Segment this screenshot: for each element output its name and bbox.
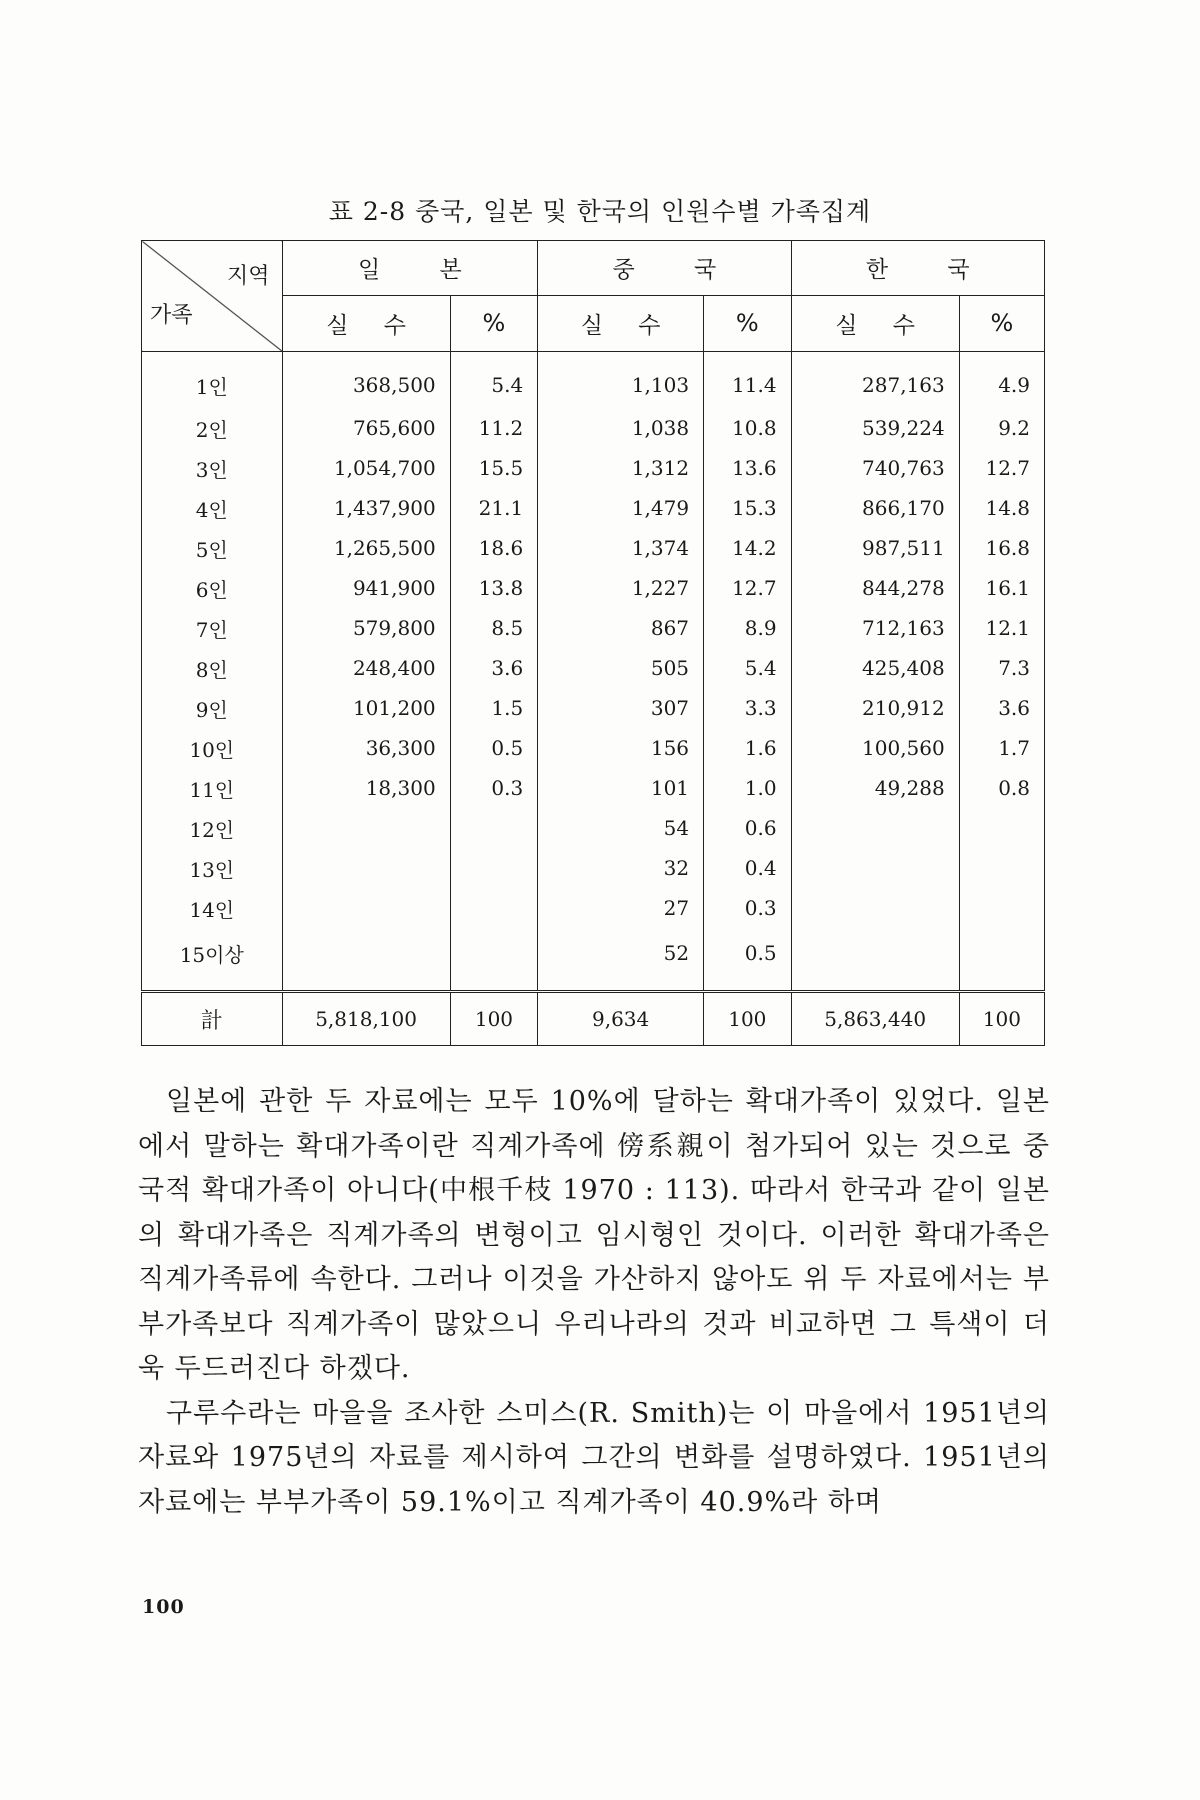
total-japan-count: 5,818,100 [282,992,450,1046]
cell-japan-count: 579,800 [282,608,450,648]
corner-region-label: 지역 [227,264,270,289]
table-row [142,648,1045,688]
cell-china-percent: 0.3 [704,888,792,928]
row-label: 7인 [142,608,283,648]
table-row [142,568,1045,608]
row-label: 3인 [142,448,283,488]
cell-korea-count: 866,170 [791,488,959,528]
cell-japan-percent [450,808,538,848]
cell-japan-percent: 0.3 [450,768,538,808]
cell-japan-count [282,848,450,888]
table-row [142,528,1045,568]
cell-japan-count: 1,054,700 [282,448,450,488]
region-header-japan: 일 본 [282,241,538,296]
cell-korea-count [791,808,959,848]
cell-china-percent: 12.7 [704,568,792,608]
cell-korea-percent: 16.1 [959,568,1044,608]
cell-japan-count: 1,437,900 [282,488,450,528]
subheader-count: 실 수 [282,295,450,351]
row-label: 9인 [142,688,283,728]
cell-china-count: 1,312 [538,448,704,488]
row-label: 11인 [142,768,283,808]
cell-korea-percent: 3.6 [959,688,1044,728]
table-row [142,352,1045,409]
cell-korea-count [791,848,959,888]
cell-korea-count: 539,224 [791,408,959,448]
cell-japan-percent: 0.5 [450,728,538,768]
table-title: 표 2-8 중국, 일본 및 한국의 인원수별 가족집계 [328,197,872,226]
family-size-table-container [141,240,1045,1046]
cell-korea-percent [959,888,1044,928]
cell-japan-percent [450,928,538,992]
corner-family-label: 가족 [150,303,193,328]
cell-japan-percent [450,848,538,888]
row-label: 8인 [142,648,283,688]
cell-china-count: 52 [538,928,704,992]
cell-korea-count: 287,163 [791,352,959,409]
table-row [142,928,1045,992]
cell-korea-count: 100,560 [791,728,959,768]
cell-japan-percent: 18.6 [450,528,538,568]
cell-china-percent: 13.6 [704,448,792,488]
row-label: 2인 [142,408,283,448]
row-label: 5인 [142,528,283,568]
body-text [138,1080,1050,1525]
row-label: 15이상 [142,928,283,992]
cell-japan-percent: 11.2 [450,408,538,448]
cell-korea-count: 740,763 [791,448,959,488]
cell-korea-percent: 1.7 [959,728,1044,768]
cell-china-count: 101 [538,768,704,808]
cell-japan-percent: 8.5 [450,608,538,648]
cell-korea-count: 49,288 [791,768,959,808]
table-row [142,848,1045,888]
cell-korea-percent: 12.1 [959,608,1044,648]
cell-china-count: 32 [538,848,704,888]
row-label: 6인 [142,568,283,608]
cell-korea-percent [959,848,1044,888]
cell-japan-count: 765,600 [282,408,450,448]
cell-china-percent: 14.2 [704,528,792,568]
row-label: 13인 [142,848,283,888]
cell-japan-percent: 3.6 [450,648,538,688]
cell-japan-count: 18,300 [282,768,450,808]
cell-japan-count: 368,500 [282,352,450,409]
cell-korea-percent: 4.9 [959,352,1044,409]
cell-japan-count [282,888,450,928]
total-korea-percent: 100 [959,992,1044,1046]
cell-china-percent: 0.6 [704,808,792,848]
cell-japan-percent: 15.5 [450,448,538,488]
table-row [142,888,1045,928]
table-row [142,688,1045,728]
cell-china-percent: 15.3 [704,488,792,528]
cell-china-count: 1,227 [538,568,704,608]
cell-japan-percent [450,888,538,928]
cell-korea-percent: 0.8 [959,768,1044,808]
cell-china-percent: 1.0 [704,768,792,808]
total-china-count: 9,634 [538,992,704,1046]
cell-china-count: 1,374 [538,528,704,568]
total-japan-percent: 100 [450,992,538,1046]
cell-china-count: 307 [538,688,704,728]
cell-china-percent: 0.4 [704,848,792,888]
cell-china-count: 1,038 [538,408,704,448]
cell-korea-percent [959,808,1044,848]
cell-korea-percent: 9.2 [959,408,1044,448]
cell-korea-percent: 14.8 [959,488,1044,528]
table-row [142,608,1045,648]
cell-japan-count [282,808,450,848]
cell-japan-percent: 1.5 [450,688,538,728]
cell-japan-count: 1,265,500 [282,528,450,568]
cell-china-count: 156 [538,728,704,768]
family-size-table [141,240,1045,1046]
cell-japan-count: 36,300 [282,728,450,768]
cell-korea-percent: 12.7 [959,448,1044,488]
row-label: 14인 [142,888,283,928]
cell-china-percent: 0.5 [704,928,792,992]
cell-japan-percent: 5.4 [450,352,538,409]
cell-china-count: 27 [538,888,704,928]
cell-china-count: 54 [538,808,704,848]
cell-korea-count: 425,408 [791,648,959,688]
cell-korea-count: 210,912 [791,688,959,728]
subheader-percent: % [704,295,792,351]
table-total [142,992,1045,1046]
paragraph: 일본에 관한 두 자료에는 모두 10%에 달하는 확대가족이 있었다. 일본에서 말하는 확대가족이란 직계가족에 傍系親이 첨가되어 있는 것으로 중국적 확대가족이 아니다(中根千枝 1970 : 113). 따라서 한국과 같이 일본의 확대가족은 직계가족의 변형이고 임시형인 것이다. 이러한 확대가족은 직계가족류에 속한다. 그러나 이것을 가산하지 않아도 위 두 자료에서는 부부가족보다 직계가족이 많았으니 우리나라의 것과 비교하면 그 특색이 더욱 두드러진다 하겠다. [138,1086,1050,1384]
cell-korea-percent: 16.8 [959,528,1044,568]
table-row [142,808,1045,848]
subheader-percent: % [450,295,538,351]
cell-korea-count: 844,278 [791,568,959,608]
table-row [142,488,1045,528]
cell-china-percent: 10.8 [704,408,792,448]
total-korea-count: 5,863,440 [791,992,959,1046]
row-label: 12인 [142,808,283,848]
table-corner-header [142,241,283,352]
row-label: 1인 [142,352,283,409]
cell-japan-count: 101,200 [282,688,450,728]
paragraph: 구루수라는 마을을 조사한 스미스(R. Smith)는 이 마을에서 1951년의 자료와 1975년의 자료를 제시하여 그간의 변화를 설명하였다. 1951년의 자료에는 부부가족이 59.1%이고 직계가족이 40.9%라 하며 [138,1397,1050,1518]
cell-china-percent: 3.3 [704,688,792,728]
cell-japan-count [282,928,450,992]
page-number: 100 [142,1596,185,1618]
cell-korea-percent: 7.3 [959,648,1044,688]
cell-korea-count: 987,511 [791,528,959,568]
total-row [142,992,1045,1046]
cell-korea-count [791,888,959,928]
subheader-count: 실 수 [538,295,704,351]
row-label: 4인 [142,488,283,528]
cell-japan-count: 941,900 [282,568,450,608]
table-row [142,448,1045,488]
cell-korea-count [791,928,959,992]
cell-china-percent: 11.4 [704,352,792,409]
cell-china-count: 1,479 [538,488,704,528]
cell-china-count: 867 [538,608,704,648]
table-row [142,408,1045,448]
total-label: 計 [142,992,283,1046]
subheader-percent: % [959,295,1044,351]
cell-china-percent: 1.6 [704,728,792,768]
cell-korea-count: 712,163 [791,608,959,648]
cell-japan-count: 248,400 [282,648,450,688]
table-row [142,768,1045,808]
cell-china-percent: 8.9 [704,608,792,648]
table-row [142,728,1045,768]
cell-china-count: 505 [538,648,704,688]
cell-china-count: 1,103 [538,352,704,409]
subheader-count: 실 수 [791,295,959,351]
cell-japan-percent: 21.1 [450,488,538,528]
region-header-korea: 한 국 [791,241,1044,296]
cell-china-percent: 5.4 [704,648,792,688]
total-china-percent: 100 [704,992,792,1046]
table-body [142,352,1045,992]
region-header-china: 중 국 [538,241,791,296]
cell-korea-percent [959,928,1044,992]
cell-japan-percent: 13.8 [450,568,538,608]
row-label: 10인 [142,728,283,768]
